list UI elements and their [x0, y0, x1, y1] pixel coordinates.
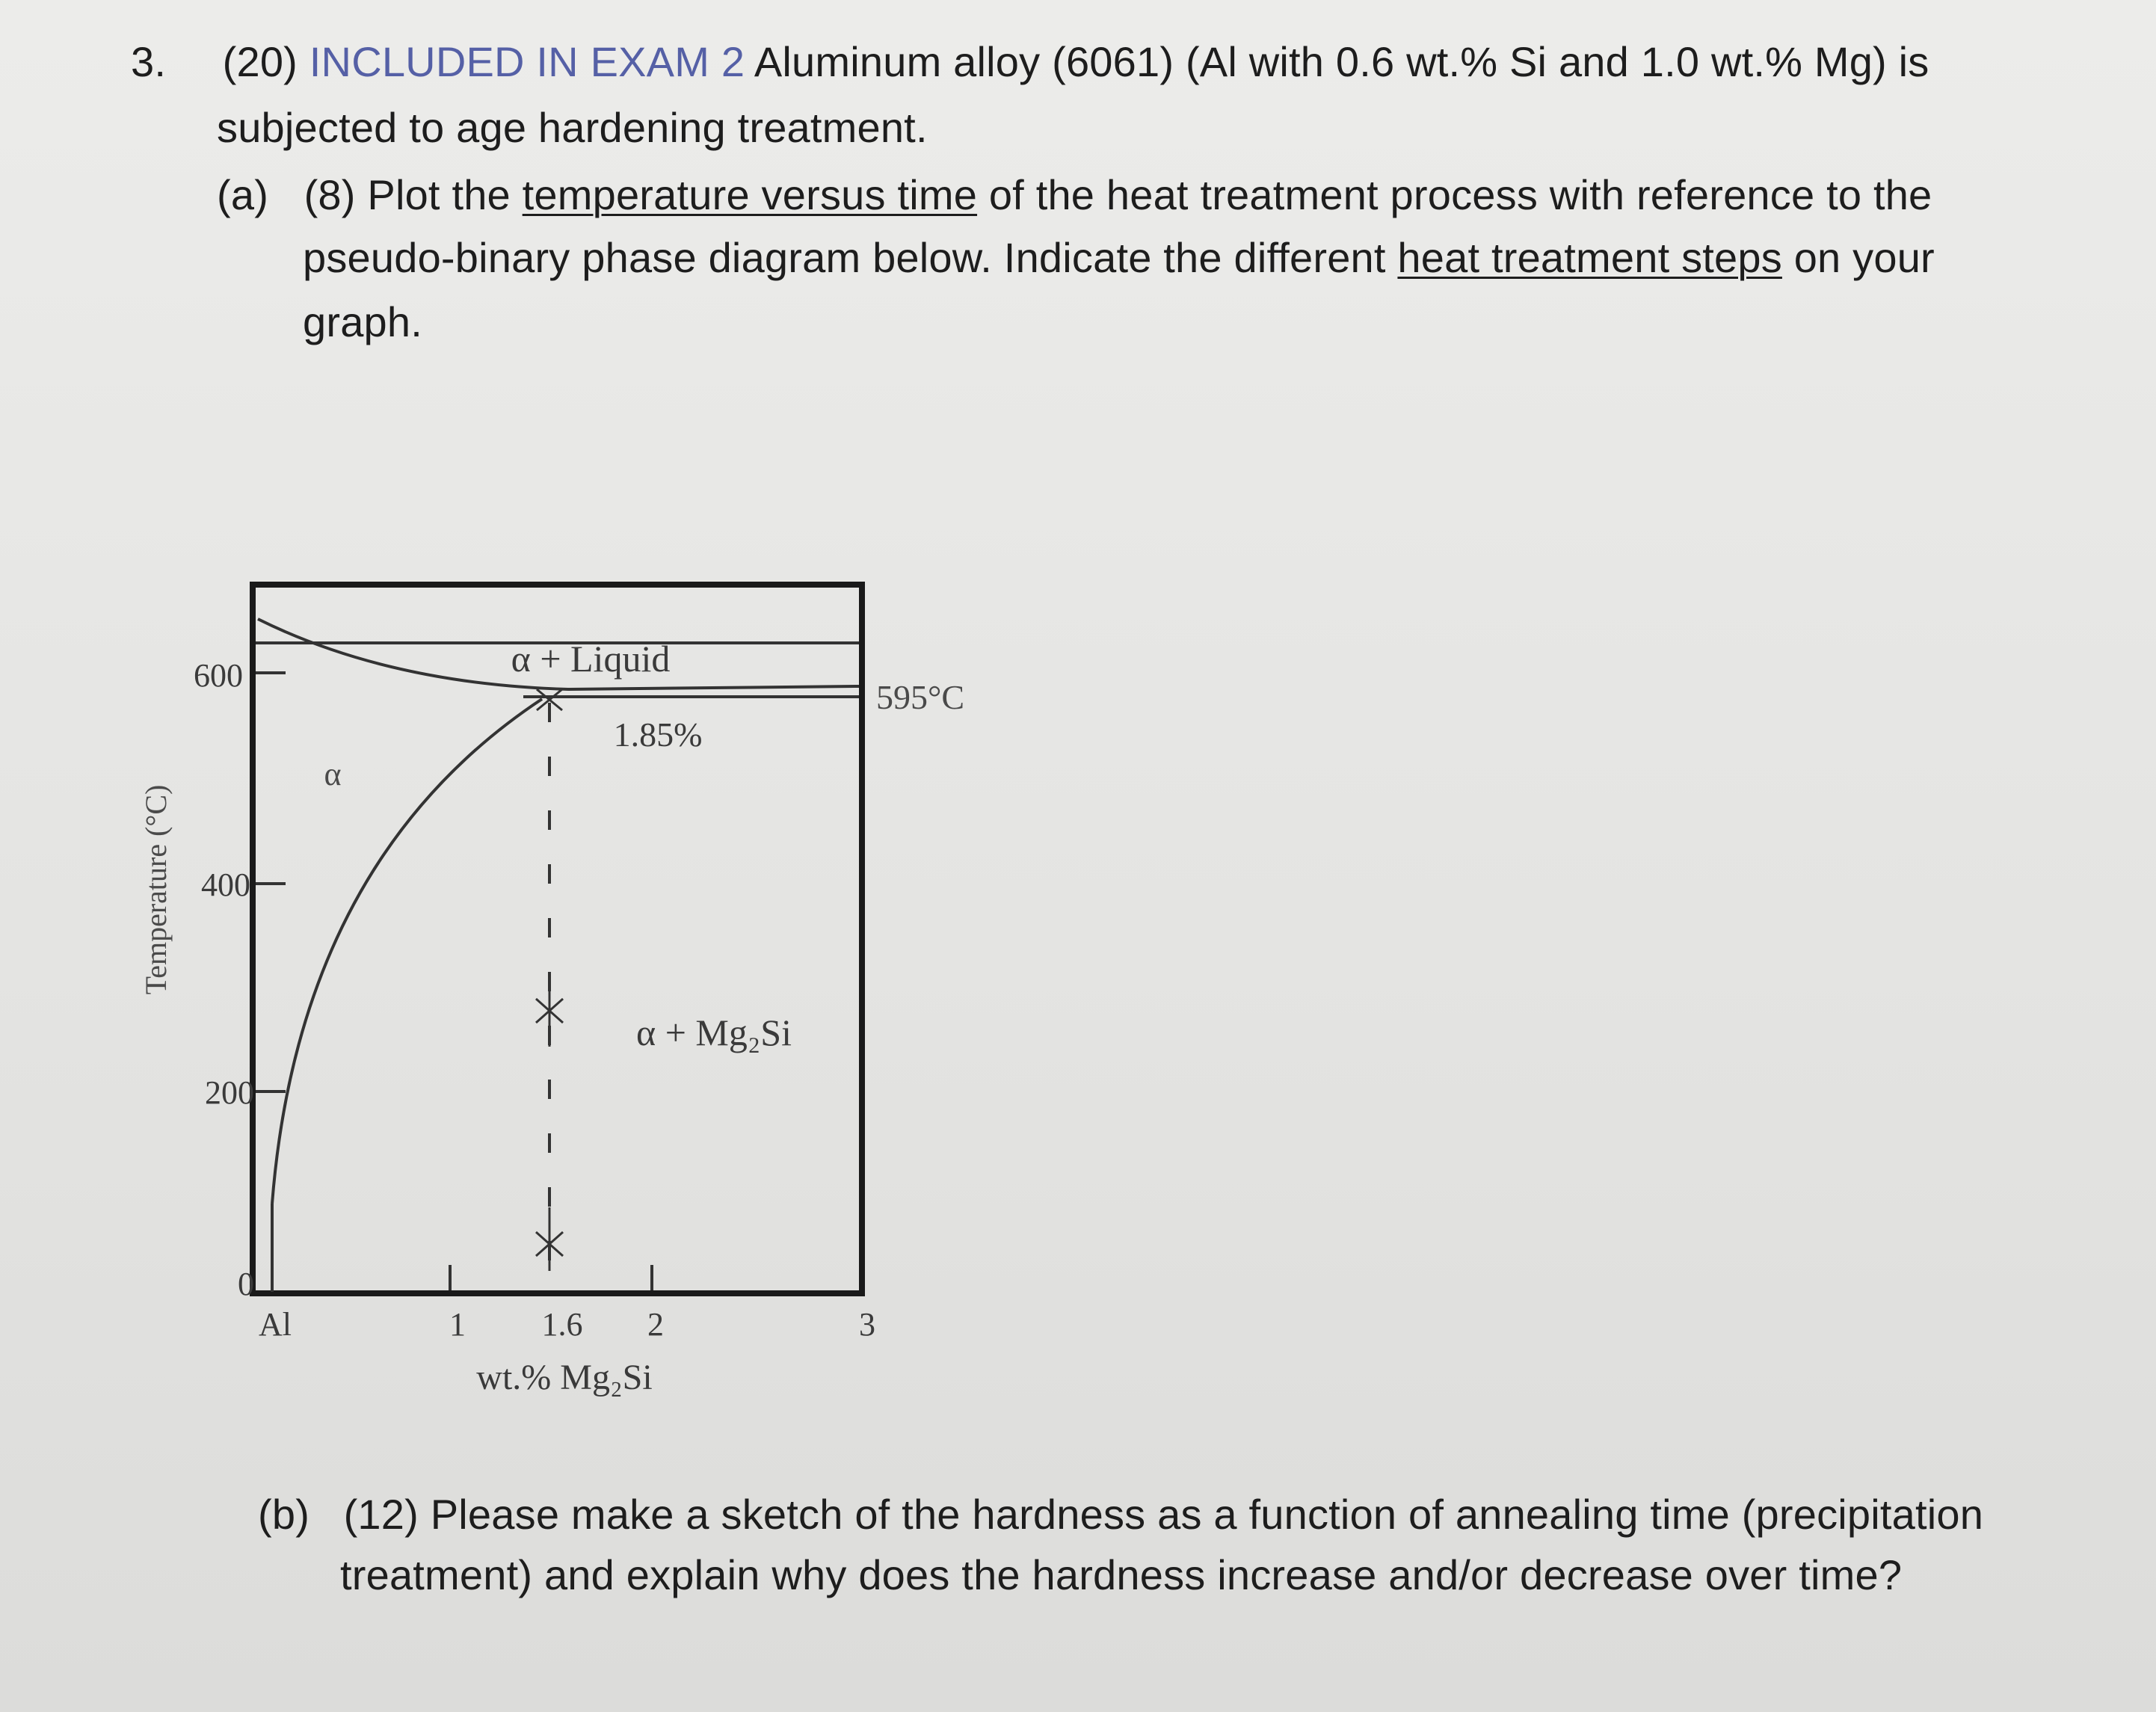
eutectic-temperature-label: 595°C [876, 678, 965, 716]
part-b-line-1 [258, 1484, 1983, 1545]
question-points: (20) [222, 38, 298, 85]
question-text-line-2: subjected to age hardening treatment. [217, 104, 928, 151]
marker-x-bottom [536, 1207, 563, 1271]
y-axis-label: Temperature (°C) [139, 784, 173, 995]
part-a-line-2-before: pseudo-binary phase diagram below. Indicate the different [303, 234, 1386, 281]
question-number: 3. [131, 38, 167, 85]
x-tick-label-3: 3 [859, 1306, 875, 1343]
region-label-alpha: α [324, 756, 342, 792]
part-b-points: (12) [343, 1491, 419, 1538]
part-a-underlined-phrase-1: temperature versus time [522, 171, 978, 218]
marker-x-middle [536, 976, 563, 1047]
y-tick-label-0: 0 [238, 1266, 254, 1302]
part-a-underlined-phrase-2: heat treatment steps [1397, 234, 1782, 281]
part-a-line-3-text: graph. [303, 298, 422, 345]
part-b-line-2 [340, 1545, 1902, 1606]
solubility-label: 1.85% [613, 715, 703, 754]
region-label-liquid: α + Liquid [511, 638, 671, 680]
y-tick-label-200: 200 [205, 1074, 254, 1111]
region-label-two-phase: α + Mg₂Si [636, 1012, 792, 1053]
part-b-label: (b) [258, 1491, 310, 1538]
part-a-text-before: Plot the [367, 171, 511, 218]
y-tick-label-600: 600 [194, 657, 243, 694]
question-text-line-1: Aluminum alloy (6061) (Al with 0.6 wt.% Si and 1.0 wt.% Mg) is [754, 38, 1929, 85]
x-tick-label-al: Al [259, 1306, 292, 1343]
part-a-points: (8) [304, 171, 356, 218]
part-a-label: (a) [217, 171, 269, 218]
part-b-text-line-2: treatment) and explain why does the hardness increase and/or decrease over time? [340, 1551, 1903, 1598]
y-tick-label-400: 400 [201, 866, 250, 903]
diagram-frame [253, 585, 862, 1293]
x-tick-label-1-6: 1.6 [541, 1306, 583, 1343]
x-axis-label: wt.% Mg₂Si [476, 1358, 653, 1397]
x-tick-label-2: 2 [647, 1306, 664, 1343]
part-b-text-line-1: Please make a sketch of the hardness as a function of annealing time (precipitation [430, 1491, 1984, 1538]
part-a-line-2-after: on your [1793, 234, 1935, 281]
exam-tag: INCLUDED IN EXAM 2 [309, 38, 745, 85]
part-a-text-mid: of the heat treatment process with reference to the [988, 171, 1932, 218]
x-tick-label-1: 1 [449, 1306, 466, 1343]
solvus-curve [272, 699, 542, 1204]
